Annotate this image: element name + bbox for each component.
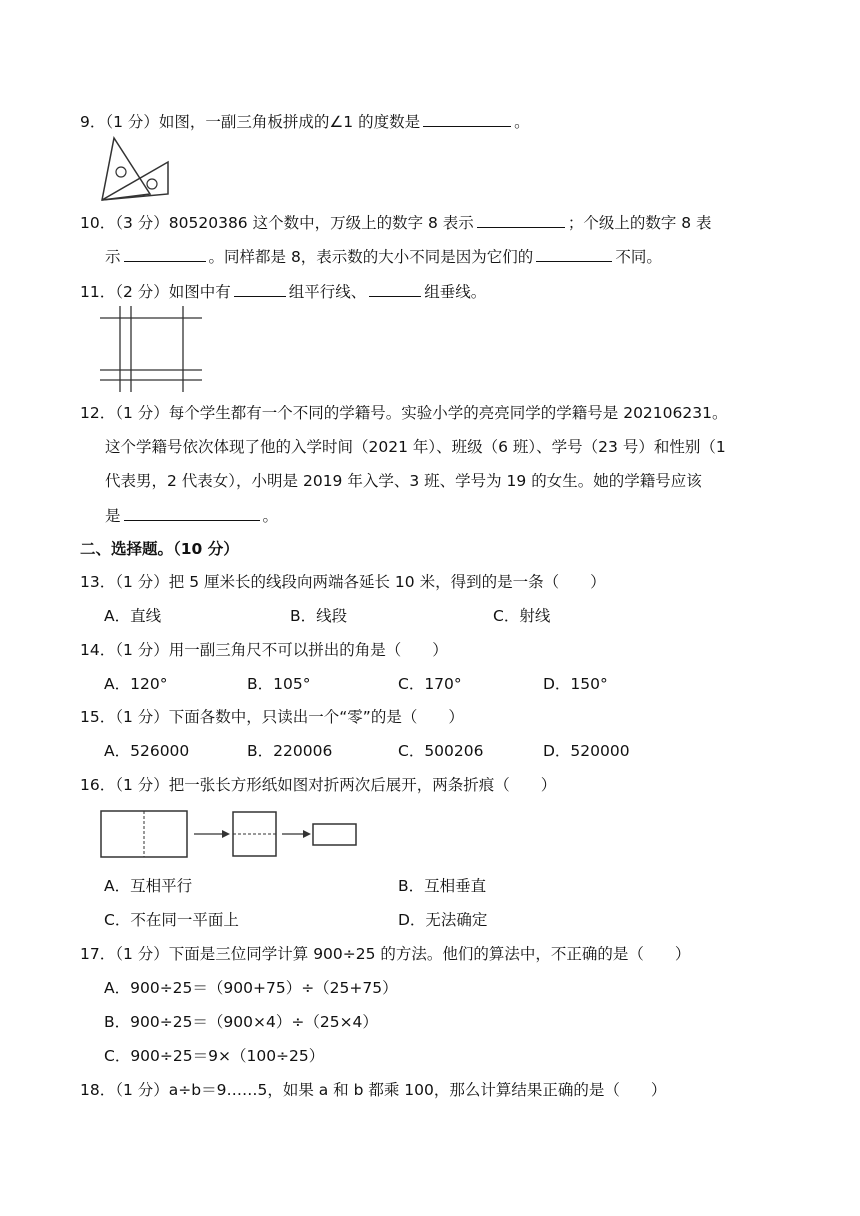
question-12-line2: 这个学籍号依次体现了他的入学时间（2021 年）、班级（6 班）、学号（23 号）和性别（1	[105, 438, 726, 456]
option-c[interactable]: C．900÷25＝9×（100÷25）	[104, 1047, 325, 1065]
question-11: 11．（2 分）如图中有 组平行线、 组垂线。	[80, 283, 487, 301]
question-17: 17．（1 分）下面是三位同学计算 900÷25 的方法。他们的算法中，不正确的是（ ）	[80, 945, 691, 963]
question-number: 18．	[80, 1081, 116, 1099]
question-14: 14．（1 分）用一副三角尺不可以拼出的角是（ ）	[80, 641, 448, 659]
option-a[interactable]: A．120°	[104, 675, 168, 693]
question-16: 16．（1 分）把一张长方形纸如图对折两次后展开，两条折痕（ ）	[80, 776, 557, 794]
question-number: 14．	[80, 641, 116, 659]
question-number: 16．	[80, 776, 116, 794]
question-number: 13．	[80, 573, 116, 591]
option-b[interactable]: B．线段	[290, 607, 348, 625]
option-b[interactable]: B．220006	[247, 742, 333, 760]
answer-blank[interactable]	[124, 505, 260, 521]
option-c[interactable]: C．不在同一平面上	[104, 911, 239, 929]
question-number: 12．	[80, 404, 116, 422]
question-10-line2: 示 。同样都是 8，表示数的大小不同是因为它们的 不同。	[105, 248, 662, 266]
paper-folding-figure	[100, 810, 360, 860]
option-c[interactable]: C．500206	[398, 742, 484, 760]
question-number: 15．	[80, 708, 116, 726]
question-18: 18．（1 分）a÷b＝9……5，如果 a 和 b 都乘 100，那么计算结果正确的是（ ）	[80, 1081, 667, 1099]
answer-blank[interactable]	[234, 281, 286, 297]
option-a[interactable]: A．900÷25＝（900+75）÷（25+75）	[104, 979, 398, 997]
option-a[interactable]: A．互相平行	[104, 877, 193, 895]
question-number: 17．	[80, 945, 116, 963]
question-12-line4: 是 。	[105, 507, 279, 525]
question-number: 10．	[80, 214, 116, 232]
triangle-rulers-figure	[100, 136, 172, 202]
answer-blank[interactable]	[369, 281, 421, 297]
answer-blank[interactable]	[536, 246, 612, 262]
question-9: 9．（1 分）如图，一副三角板拼成的∠1 的度数是 。	[80, 113, 530, 131]
option-b[interactable]: B．105°	[247, 675, 311, 693]
answer-blank[interactable]	[124, 246, 206, 262]
question-12-line3: 代表男，2 代表女），小明是 2019 年入学、3 班、学号为 19 的女生。她的学籍号应该	[105, 472, 702, 490]
question-text: （1 分）如图，一副三角板拼成的∠1 的度数是	[105, 113, 421, 131]
option-b[interactable]: B．互相垂直	[398, 877, 487, 895]
option-c[interactable]: C．射线	[493, 607, 551, 625]
question-number: 9．	[80, 113, 106, 131]
question-12: 12．（1 分）每个学生都有一个不同的学籍号。实验小学的亮亮同学的学籍号是 202106231。	[80, 404, 728, 422]
question-number: 11．	[80, 283, 116, 301]
option-b[interactable]: B．900÷25＝（900×4）÷（25×4）	[104, 1013, 378, 1031]
option-d[interactable]: D．无法确定	[398, 911, 488, 929]
option-c[interactable]: C．170°	[398, 675, 462, 693]
answer-blank[interactable]	[423, 111, 511, 127]
answer-blank[interactable]	[477, 212, 565, 228]
question-10: 10．（3 分）80520386 这个数中，万级上的数字 8 表示 ；个级上的数字 8 表	[80, 214, 712, 232]
lines-grid-figure	[100, 306, 202, 392]
option-d[interactable]: D．520000	[543, 742, 630, 760]
question-13: 13．（1 分）把 5 厘米长的线段向两端各延长 10 米，得到的是一条（ ）	[80, 573, 606, 591]
option-a[interactable]: A．直线	[104, 607, 162, 625]
option-a[interactable]: A．526000	[104, 742, 190, 760]
section-heading: 二、选择题。（10 分）	[80, 540, 239, 558]
question-15: 15．（1 分）下面各数中，只读出一个“零”的是（ ）	[80, 708, 464, 726]
option-d[interactable]: D．150°	[543, 675, 608, 693]
